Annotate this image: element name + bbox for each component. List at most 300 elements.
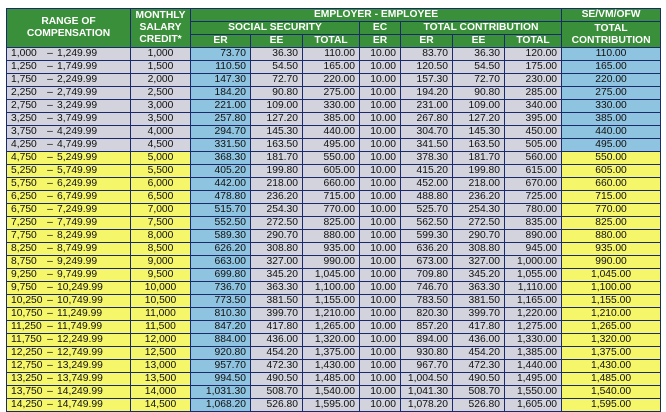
ofw-total-cell: 385.00 <box>562 113 661 126</box>
tc-total-cell: 1,550.00 <box>505 386 562 399</box>
table-row <box>7 217 661 230</box>
tc-ee-cell: 163.50 <box>453 139 505 152</box>
ss-er-cell: 257.80 <box>191 113 251 126</box>
table-row <box>7 295 661 308</box>
ofw-total-cell: 1,375.00 <box>562 347 661 360</box>
ec-cell: 10.00 <box>360 61 401 74</box>
tc-total-cell: 945.00 <box>505 243 562 256</box>
range-cell <box>7 74 131 87</box>
tc-total-cell: 1,330.00 <box>505 334 562 347</box>
ss-er-cell: 442.00 <box>191 178 251 191</box>
tc-total-cell: 120.00 <box>505 48 562 61</box>
ss-total-cell: 1,485.00 <box>303 373 360 386</box>
range-cell <box>7 256 131 269</box>
table-row <box>7 269 661 282</box>
msc-cell: 10,000 <box>131 282 191 295</box>
ec-cell: 10.00 <box>360 360 401 373</box>
tc-total-cell: 285.00 <box>505 87 562 100</box>
table-row <box>7 360 661 373</box>
ss-total-cell: 495.00 <box>303 139 360 152</box>
tc-total-cell: 1,275.00 <box>505 321 562 334</box>
ss-er-cell: 810.30 <box>191 308 251 321</box>
ss-ee-cell: 472.30 <box>251 360 303 373</box>
tc-ee-cell: 399.70 <box>453 308 505 321</box>
tc-ee-cell: 327.00 <box>453 256 505 269</box>
tc-ee-cell: 145.30 <box>453 126 505 139</box>
tc-ee-cell: 290.70 <box>453 230 505 243</box>
tc-er-cell: 599.30 <box>401 230 453 243</box>
ec-cell: 10.00 <box>360 74 401 87</box>
ofw-total-cell: 605.00 <box>562 165 661 178</box>
range-high: 9,249.99 <box>57 256 98 267</box>
tc-ee-cell: 181.70 <box>453 152 505 165</box>
tc-er-cell: 1,078.20 <box>401 399 453 412</box>
tc-total-cell: 340.00 <box>505 100 562 113</box>
tc-ee-cell: 436.00 <box>453 334 505 347</box>
ec-cell: 10.00 <box>360 269 401 282</box>
range-cell <box>7 87 131 100</box>
ec-cell: 10.00 <box>360 282 401 295</box>
msc-cell: 11,500 <box>131 321 191 334</box>
tc-total-cell: 175.00 <box>505 61 562 74</box>
ofw-total-cell: 660.00 <box>562 178 661 191</box>
tc-er-cell: 709.80 <box>401 269 453 282</box>
table-row <box>7 152 661 165</box>
table-row <box>7 178 661 191</box>
ss-total-cell: 1,210.00 <box>303 308 360 321</box>
tc-er-cell: 562.50 <box>401 217 453 230</box>
tc-total-cell: 780.00 <box>505 204 562 217</box>
range-high: 8,749.99 <box>57 243 98 254</box>
ec-cell: 10.00 <box>360 48 401 61</box>
tc-ee-cell: 417.80 <box>453 321 505 334</box>
ss-total-cell: 220.00 <box>303 74 360 87</box>
range-high: 5,749.99 <box>57 165 98 176</box>
table-row <box>7 126 661 139</box>
range-separator: – <box>47 152 53 163</box>
tc-ee-cell: 508.70 <box>453 386 505 399</box>
tc-er-cell: 267.80 <box>401 113 453 126</box>
range-high: 10,249.99 <box>57 282 103 293</box>
range-separator: – <box>47 74 53 85</box>
ec-cell: 10.00 <box>360 347 401 360</box>
msc-cell: 2,000 <box>131 74 191 87</box>
tc-total-cell: 890.00 <box>505 230 562 243</box>
range-separator: – <box>47 360 53 371</box>
range-high: 2,249.99 <box>57 74 98 85</box>
ofw-total-cell: 550.00 <box>562 152 661 165</box>
ec-cell: 10.00 <box>360 178 401 191</box>
range-high: 12,749.99 <box>57 347 103 358</box>
ss-total-cell: 550.00 <box>303 152 360 165</box>
msc-cell: 12,500 <box>131 347 191 360</box>
table-body <box>7 48 661 412</box>
ss-total-cell: 1,375.00 <box>303 347 360 360</box>
msc-cell: 14,500 <box>131 399 191 412</box>
range-low: 3,750 <box>11 126 37 137</box>
ofw-total-cell: 1,485.00 <box>562 373 661 386</box>
range-low: 1,000 <box>11 48 37 59</box>
msc-cell: 6,000 <box>131 178 191 191</box>
range-separator: – <box>47 373 53 384</box>
range-cell <box>7 282 131 295</box>
range-low: 4,250 <box>11 139 37 150</box>
range-cell <box>7 386 131 399</box>
ss-total-header: TOTAL <box>303 35 360 48</box>
ss-ee-header: EE <box>251 35 303 48</box>
msc-cell: 10,500 <box>131 295 191 308</box>
msc-cell: 4,000 <box>131 126 191 139</box>
tc-er-cell: 930.80 <box>401 347 453 360</box>
range-high: 14,249.99 <box>57 386 103 397</box>
range-separator: – <box>47 399 53 410</box>
range-cell <box>7 100 131 113</box>
ofw-total-cell: 1,595.00 <box>562 399 661 412</box>
tc-ee-cell: 218.00 <box>453 178 505 191</box>
range-separator: – <box>47 126 53 137</box>
range-low: 7,750 <box>11 230 37 241</box>
tc-total-cell: 835.00 <box>505 217 562 230</box>
ec-cell: 10.00 <box>360 204 401 217</box>
range-cell <box>7 230 131 243</box>
ss-total-cell: 165.00 <box>303 61 360 74</box>
ss-ee-cell: 90.80 <box>251 87 303 100</box>
ofw-total-cell: 110.00 <box>562 48 661 61</box>
range-low: 13,750 <box>11 386 43 397</box>
ofw-total-cell: 165.00 <box>562 61 661 74</box>
msc-cell: 4,500 <box>131 139 191 152</box>
tc-er-header: ER <box>401 35 453 48</box>
range-cell <box>7 126 131 139</box>
range-cell <box>7 217 131 230</box>
tc-total-cell: 1,220.00 <box>505 308 562 321</box>
tc-total-cell: 1,055.00 <box>505 269 562 282</box>
tc-er-cell: 820.30 <box>401 308 453 321</box>
tc-er-cell: 194.20 <box>401 87 453 100</box>
msc-cell: 9,000 <box>131 256 191 269</box>
msc-cell: 11,000 <box>131 308 191 321</box>
ss-ee-cell: 345.20 <box>251 269 303 282</box>
range-low: 9,750 <box>11 282 37 293</box>
tc-total-cell: 1,440.00 <box>505 360 562 373</box>
range-separator: – <box>47 165 53 176</box>
tc-total-cell: 560.00 <box>505 152 562 165</box>
ofw-total-cell: 1,045.00 <box>562 269 661 282</box>
range-cell <box>7 269 131 282</box>
ec-cell: 10.00 <box>360 373 401 386</box>
ec-cell: 10.00 <box>360 100 401 113</box>
tc-ee-cell: 454.20 <box>453 347 505 360</box>
ec-header: EC <box>360 22 401 35</box>
ss-ee-cell: 181.70 <box>251 152 303 165</box>
range-separator: – <box>47 334 53 345</box>
table-row <box>7 282 661 295</box>
ofw-total-cell: 825.00 <box>562 217 661 230</box>
range-high: 13,249.99 <box>57 360 103 371</box>
range-high: 7,749.99 <box>57 217 98 228</box>
range-separator: – <box>47 243 53 254</box>
range-high: 2,749.99 <box>57 87 98 98</box>
range-separator: – <box>47 321 53 332</box>
ss-ee-cell: 218.00 <box>251 178 303 191</box>
table-row <box>7 100 661 113</box>
tc-total-cell: 505.00 <box>505 139 562 152</box>
range-high: 4,249.99 <box>57 126 98 137</box>
tc-er-cell: 157.30 <box>401 74 453 87</box>
ss-ee-cell: 127.20 <box>251 113 303 126</box>
table-row <box>7 165 661 178</box>
ec-cell: 10.00 <box>360 256 401 269</box>
ss-ee-cell: 399.70 <box>251 308 303 321</box>
msc-cell: 5,000 <box>131 152 191 165</box>
ec-cell: 10.00 <box>360 308 401 321</box>
tc-total-cell: 1,385.00 <box>505 347 562 360</box>
range-low: 5,750 <box>11 178 37 189</box>
ec-cell: 10.00 <box>360 295 401 308</box>
range-low: 5,250 <box>11 165 37 176</box>
tc-ee-cell: 90.80 <box>453 87 505 100</box>
range-cell <box>7 243 131 256</box>
tc-total-cell: 1,110.00 <box>505 282 562 295</box>
ss-er-cell: 699.80 <box>191 269 251 282</box>
ss-er-cell: 184.20 <box>191 87 251 100</box>
table-row <box>7 191 661 204</box>
tc-ee-cell: 54.50 <box>453 61 505 74</box>
range-separator: – <box>47 256 53 267</box>
ss-er-header: ER <box>191 35 251 48</box>
ec-cell: 10.00 <box>360 217 401 230</box>
msc-cell: 1,500 <box>131 61 191 74</box>
ec-cell: 10.00 <box>360 87 401 100</box>
tc-er-cell: 636.20 <box>401 243 453 256</box>
ofw-total-cell: 1,265.00 <box>562 321 661 334</box>
tc-er-cell: 452.00 <box>401 178 453 191</box>
range-high: 11,249.99 <box>57 308 103 319</box>
ss-total-cell: 440.00 <box>303 126 360 139</box>
tc-er-cell: 341.50 <box>401 139 453 152</box>
ss-er-cell: 920.80 <box>191 347 251 360</box>
ss-ee-cell: 381.50 <box>251 295 303 308</box>
ss-total-cell: 385.00 <box>303 113 360 126</box>
ss-er-cell: 515.70 <box>191 204 251 217</box>
ss-ee-cell: 54.50 <box>251 61 303 74</box>
tc-total-cell: 725.00 <box>505 191 562 204</box>
ss-ee-cell: 417.80 <box>251 321 303 334</box>
se-vm-ofw-header: SE/VM/OFW <box>562 9 661 22</box>
tc-ee-cell: 236.20 <box>453 191 505 204</box>
ofw-total-cell: 1,430.00 <box>562 360 661 373</box>
range-high: 13,749.99 <box>57 373 103 384</box>
msc-cell: 14,000 <box>131 386 191 399</box>
range-low: 3,250 <box>11 113 37 124</box>
range-cell <box>7 347 131 360</box>
ss-ee-cell: 145.30 <box>251 126 303 139</box>
range-cell <box>7 139 131 152</box>
tc-er-cell: 857.20 <box>401 321 453 334</box>
table-row <box>7 74 661 87</box>
ofw-total-cell: 1,540.00 <box>562 386 661 399</box>
ss-ee-cell: 290.70 <box>251 230 303 243</box>
ofw-total-cell: 275.00 <box>562 87 661 100</box>
ss-er-cell: 368.30 <box>191 152 251 165</box>
ss-er-cell: 221.00 <box>191 100 251 113</box>
ss-er-cell: 294.70 <box>191 126 251 139</box>
ss-ee-cell: 327.00 <box>251 256 303 269</box>
range-low: 12,250 <box>11 347 43 358</box>
tc-ee-cell: 526.80 <box>453 399 505 412</box>
table-row <box>7 139 661 152</box>
ec-cell: 10.00 <box>360 386 401 399</box>
table-row <box>7 321 661 334</box>
range-cell <box>7 165 131 178</box>
ss-total-cell: 660.00 <box>303 178 360 191</box>
range-low: 8,750 <box>11 256 37 267</box>
range-low: 10,250 <box>11 295 43 306</box>
tc-er-cell: 120.50 <box>401 61 453 74</box>
tc-ee-cell: 36.30 <box>453 48 505 61</box>
table-row <box>7 113 661 126</box>
range-separator: – <box>47 191 53 202</box>
ofw-total-cell: 1,155.00 <box>562 295 661 308</box>
msc-cell: 7,000 <box>131 204 191 217</box>
range-low: 11,750 <box>11 334 42 345</box>
ss-ee-cell: 436.00 <box>251 334 303 347</box>
tc-total-header: TOTAL <box>505 35 562 48</box>
ss-er-cell: 847.20 <box>191 321 251 334</box>
table-row <box>7 373 661 386</box>
range-separator: – <box>47 217 53 228</box>
tc-ee-cell: 363.30 <box>453 282 505 295</box>
range-low: 11,250 <box>11 321 42 332</box>
tc-ee-cell: 381.50 <box>453 295 505 308</box>
ss-ee-cell: 490.50 <box>251 373 303 386</box>
ss-total-cell: 1,100.00 <box>303 282 360 295</box>
ofw-total-cell: 990.00 <box>562 256 661 269</box>
ss-er-cell: 1,031.30 <box>191 386 251 399</box>
ss-total-cell: 1,595.00 <box>303 399 360 412</box>
ss-ee-cell: 508.70 <box>251 386 303 399</box>
range-separator: – <box>47 295 53 306</box>
tc-er-cell: 488.80 <box>401 191 453 204</box>
contribution-table <box>6 8 661 412</box>
tc-er-cell: 673.00 <box>401 256 453 269</box>
ss-total-cell: 825.00 <box>303 217 360 230</box>
ofw-total-cell: 935.00 <box>562 243 661 256</box>
msc-header: MONTHLY SALARY CREDIT* <box>131 9 191 48</box>
msc-cell: 9,500 <box>131 269 191 282</box>
se-total-contribution-header: TOTAL CONTRIBUTION <box>562 22 661 48</box>
ofw-total-cell: 220.00 <box>562 74 661 87</box>
range-high: 11,749.99 <box>57 321 103 332</box>
range-cell <box>7 178 131 191</box>
ec-cell: 10.00 <box>360 126 401 139</box>
ss-er-cell: 1,068.20 <box>191 399 251 412</box>
range-cell <box>7 373 131 386</box>
social-security-header: SOCIAL SECURITY <box>191 22 360 35</box>
range-low: 4,750 <box>11 152 37 163</box>
range-low: 10,750 <box>11 308 43 319</box>
msc-cell: 7,500 <box>131 217 191 230</box>
range-cell <box>7 399 131 412</box>
ss-er-cell: 626.20 <box>191 243 251 256</box>
ss-total-cell: 990.00 <box>303 256 360 269</box>
range-low: 14,250 <box>11 399 43 410</box>
table-row <box>7 308 661 321</box>
range-low: 13,250 <box>11 373 43 384</box>
ss-ee-cell: 272.50 <box>251 217 303 230</box>
tc-er-cell: 415.20 <box>401 165 453 178</box>
msc-cell: 3,000 <box>131 100 191 113</box>
ec-cell: 10.00 <box>360 399 401 412</box>
ss-ee-cell: 236.20 <box>251 191 303 204</box>
ofw-total-cell: 880.00 <box>562 230 661 243</box>
msc-cell: 13,500 <box>131 373 191 386</box>
tc-ee-cell: 72.70 <box>453 74 505 87</box>
ss-total-cell: 275.00 <box>303 87 360 100</box>
msc-cell: 2,500 <box>131 87 191 100</box>
range-separator: – <box>47 100 53 111</box>
table-row <box>7 386 661 399</box>
range-separator: – <box>47 282 53 293</box>
ss-ee-cell: 72.70 <box>251 74 303 87</box>
tc-er-cell: 1,041.30 <box>401 386 453 399</box>
ss-total-cell: 880.00 <box>303 230 360 243</box>
table-row <box>7 61 661 74</box>
range-separator: – <box>47 308 53 319</box>
tc-total-cell: 1,495.00 <box>505 373 562 386</box>
range-separator: – <box>47 347 53 358</box>
tc-er-cell: 967.70 <box>401 360 453 373</box>
ofw-total-cell: 1,100.00 <box>562 282 661 295</box>
ss-er-cell: 994.50 <box>191 373 251 386</box>
range-low: 1,750 <box>11 74 37 85</box>
ofw-total-cell: 495.00 <box>562 139 661 152</box>
range-high: 3,749.99 <box>57 113 98 124</box>
table-row <box>7 87 661 100</box>
range-cell <box>7 191 131 204</box>
range-high: 7,249.99 <box>57 204 98 215</box>
ss-er-cell: 73.70 <box>191 48 251 61</box>
range-high: 8,249.99 <box>57 230 98 241</box>
range-high: 6,249.99 <box>57 178 98 189</box>
ss-total-cell: 770.00 <box>303 204 360 217</box>
ec-er-header: ER <box>360 35 401 48</box>
tc-ee-cell: 127.20 <box>453 113 505 126</box>
range-low: 6,250 <box>11 191 37 202</box>
range-high: 14,749.99 <box>57 399 103 410</box>
range-cell <box>7 48 131 61</box>
ss-ee-cell: 199.80 <box>251 165 303 178</box>
range-separator: – <box>47 269 53 280</box>
range-low: 2,750 <box>11 100 37 111</box>
ec-cell: 10.00 <box>360 321 401 334</box>
tc-total-cell: 1,000.00 <box>505 256 562 269</box>
ss-er-cell: 663.00 <box>191 256 251 269</box>
ss-total-cell: 935.00 <box>303 243 360 256</box>
tc-ee-cell: 490.50 <box>453 373 505 386</box>
ss-ee-cell: 454.20 <box>251 347 303 360</box>
ec-cell: 10.00 <box>360 230 401 243</box>
tc-ee-cell: 272.50 <box>453 217 505 230</box>
ss-total-cell: 110.00 <box>303 48 360 61</box>
tc-er-cell: 894.00 <box>401 334 453 347</box>
ofw-total-cell: 1,320.00 <box>562 334 661 347</box>
range-low: 12,750 <box>11 360 43 371</box>
range-cell <box>7 152 131 165</box>
range-separator: – <box>47 61 53 72</box>
ss-ee-cell: 254.30 <box>251 204 303 217</box>
msc-cell: 5,500 <box>131 165 191 178</box>
